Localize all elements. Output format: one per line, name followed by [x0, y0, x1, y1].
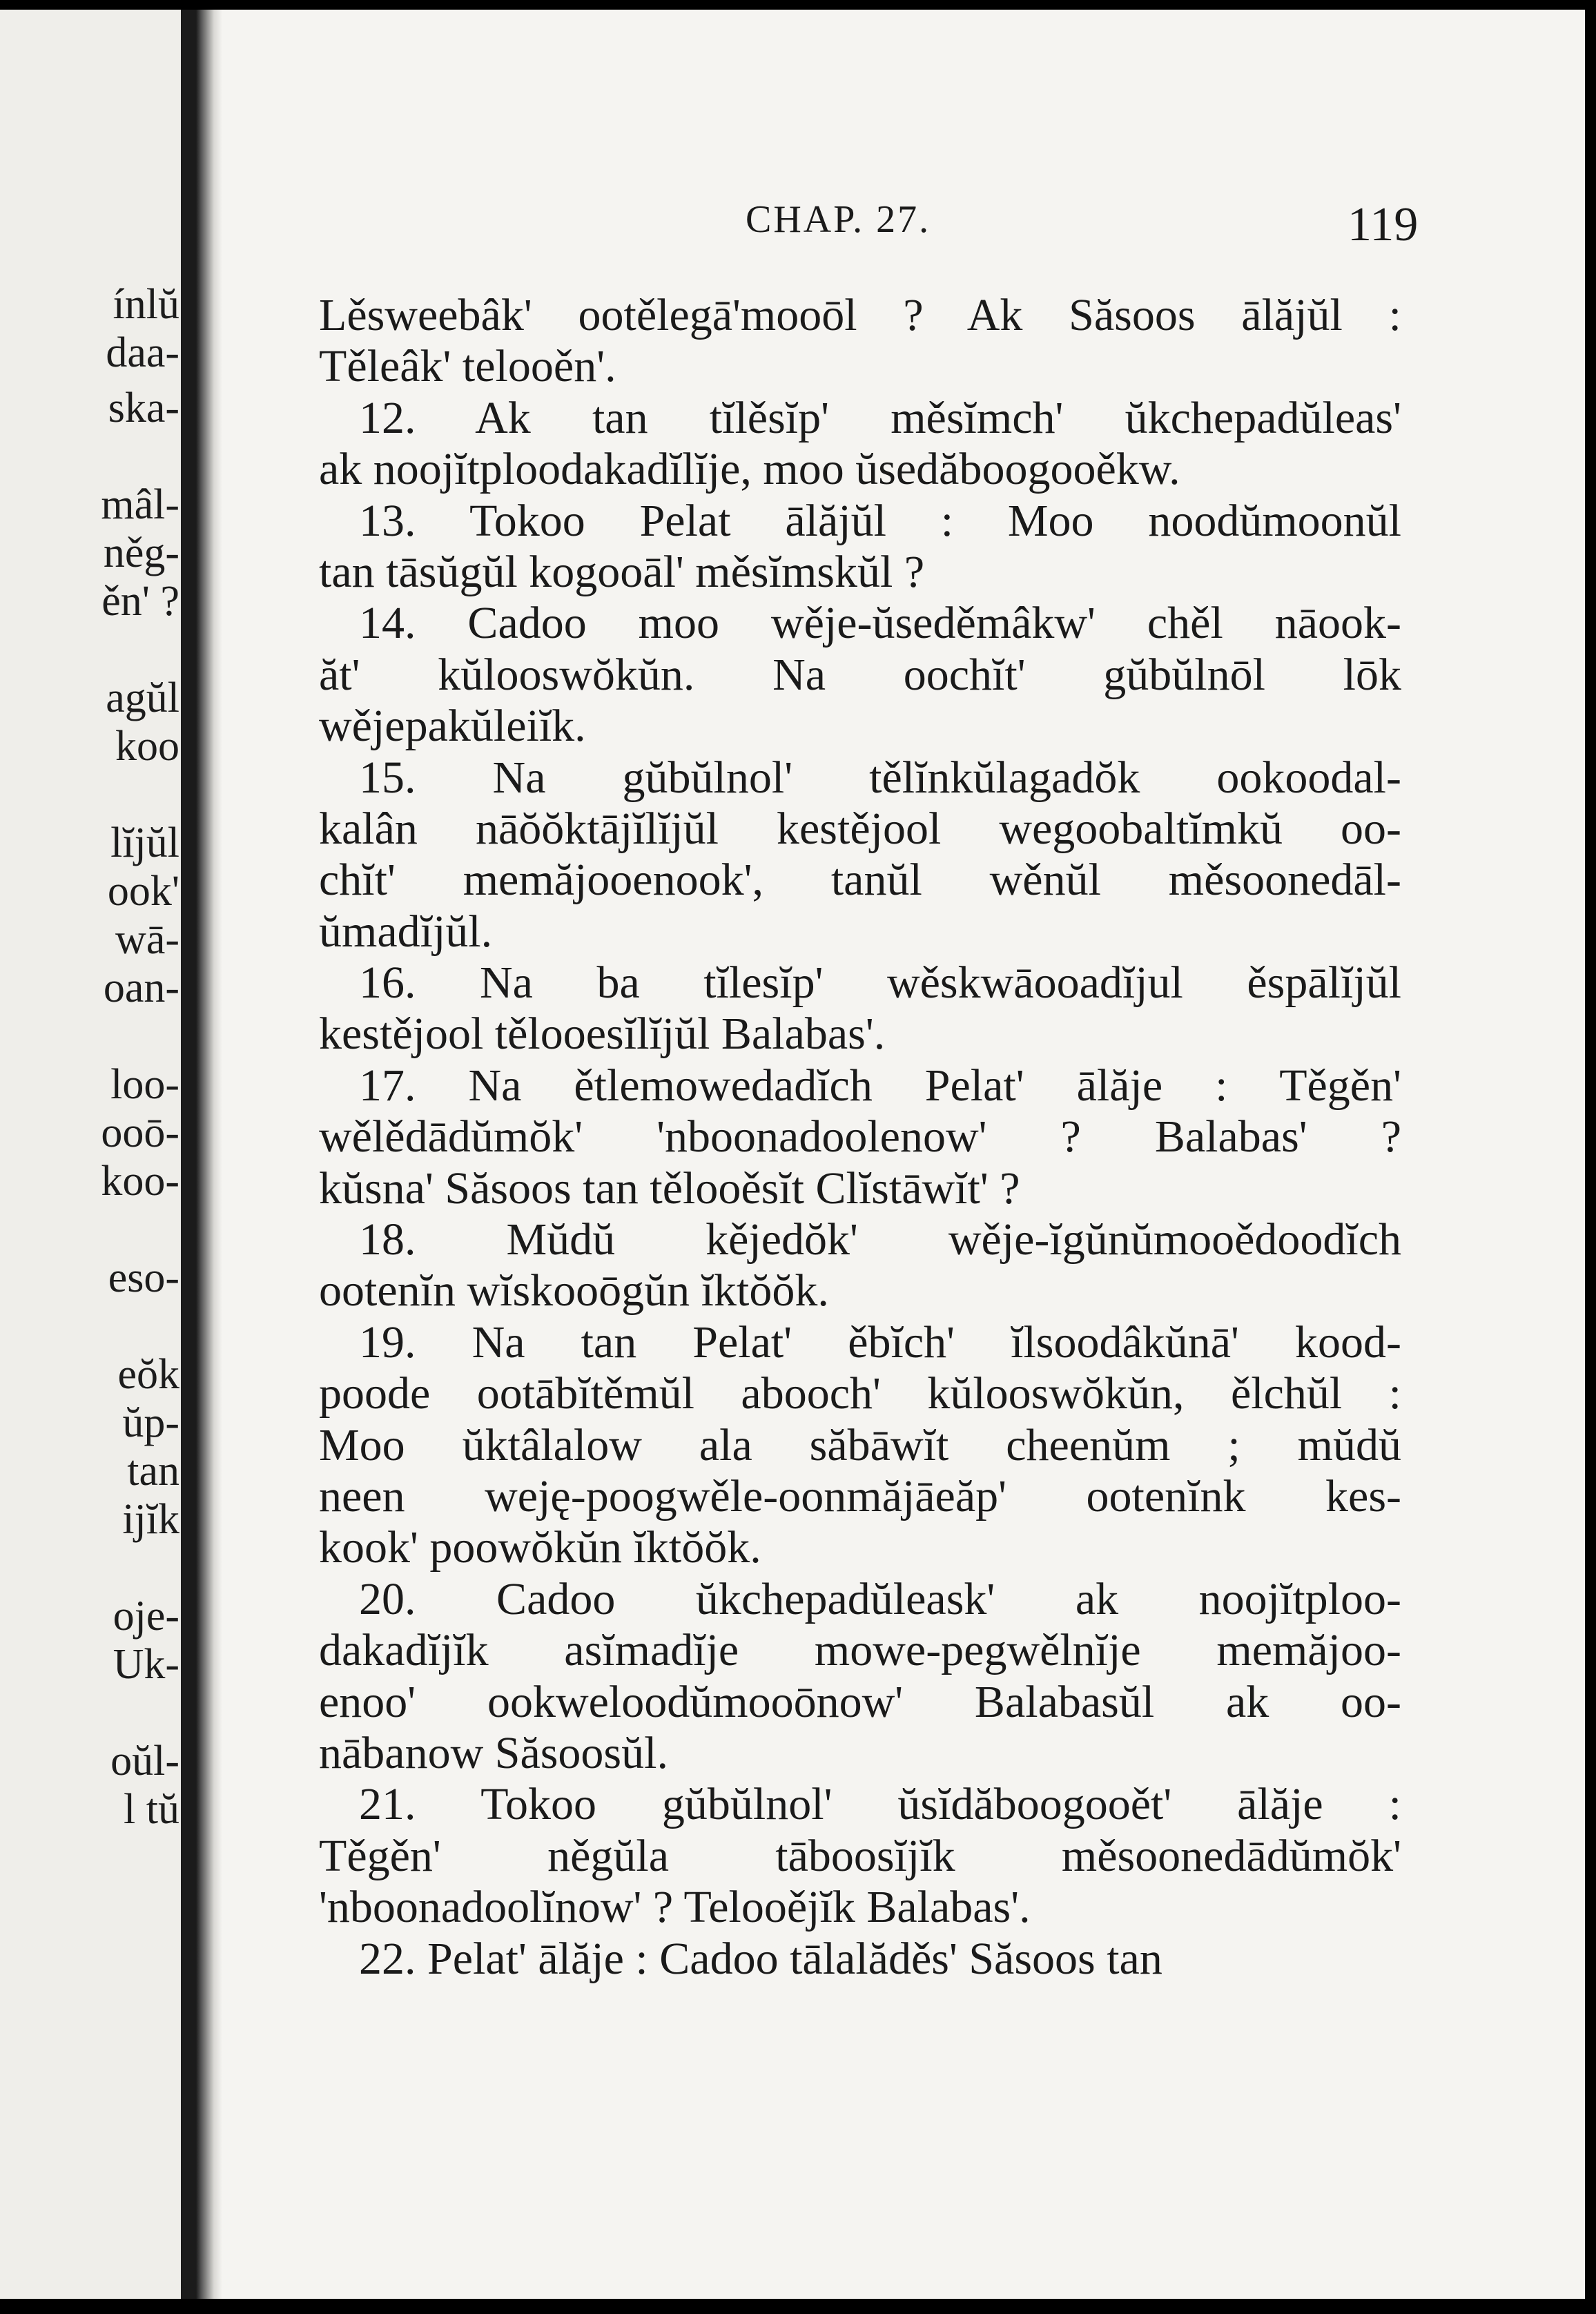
text-line: 14. Cadoo moo wěje-ŭseděmâkw' chěl nāook- [359, 598, 1401, 649]
facing-page-fragment: oan- [103, 964, 179, 1011]
facing-page-fragment: něg- [103, 529, 179, 576]
text-line: wějepakŭleiĭk. [319, 701, 586, 752]
text-line: poode ootābĭtěmŭl abooch' kŭlooswŏkŭn, ělchŭl : [319, 1368, 1401, 1419]
text-line: 22. Pelat' ālăje : Cadoo tālalăděs' Săsoos tan [359, 1933, 1162, 1984]
text-line: ootenĭn wĭskooōgŭn ĭktŏŏk. [319, 1265, 829, 1316]
facing-page-fragment: ooō- [101, 1109, 179, 1156]
facing-page-fragment: ijĭk [122, 1496, 179, 1543]
facing-page-fragment: tan [127, 1448, 179, 1495]
facing-page-fragment: agŭl [106, 674, 179, 721]
text-line: 17. Na ětlemowedadĭch Pelat' ālăje : Těgěn' [359, 1060, 1401, 1111]
text-line: chĭt' memăjooenook', tanŭl wěnŭl měsoonedāl- [319, 855, 1401, 906]
text-line: 15. Na gŭbŭlnol' tělĭnkŭlagadŏk ookoodal- [359, 752, 1401, 803]
text-line: enoo' ookweloodŭmooōnow' Balabasŭl ak oo- [319, 1676, 1401, 1727]
text-line: neen weję-poogwěle-oonmăjāeăp' ootenĭnk kes- [319, 1470, 1401, 1521]
text-line: kŭsna' Săsoos tan tělooěsĭt Clĭstāwĭt' ? [319, 1163, 1020, 1214]
facing-page-fragment: daa- [106, 329, 179, 376]
text-line: nābanow Săsoosŭl. [319, 1727, 668, 1778]
text-line: 20. Cadoo ŭkchepadŭleask' ak noojĭtploo- [359, 1573, 1401, 1624]
body-text [319, 290, 1401, 1985]
facing-page-fragment: lĭjŭl [110, 819, 179, 866]
facing-page-fragment: ěn' ? [101, 578, 179, 625]
facing-page-fragment: koo- [101, 1158, 179, 1205]
facing-page-fragment: wā- [115, 916, 179, 963]
text-line: 21. Tokoo gŭbŭlnol' ŭsĭdăboogooět' ālăje : [359, 1779, 1401, 1830]
text-line: Lěsweebâk' ootělegā'mooōl ? Ak Săsoos ālăjŭl : [319, 290, 1401, 340]
text-line: kook' poowŏkŭn ĭktŏŏk. [319, 1522, 761, 1573]
text-line: dakadĭjĭk asĭmadĭje mowe-pegwělnĭje memăjoo- [319, 1625, 1401, 1676]
text-line: kalân nāŏŏktājĭlĭjŭl kestějool wegoobaltĭmkŭ oo- [319, 803, 1401, 854]
facing-page-fragment: eŏk [117, 1351, 179, 1398]
facing-page-fragment: ook' [107, 868, 179, 915]
page-number: 119 [1347, 198, 1419, 251]
text-line: Těgěn' něgŭla tāboosĭjĭk měsoonedādŭmŏk' [319, 1830, 1401, 1881]
scan-border-right [1585, 0, 1596, 2314]
facing-page-fragment: oje- [113, 1593, 179, 1640]
text-line: Tělеâk' telooěn'. [319, 341, 616, 392]
text-line: 16. Na ba tĭlesĭp' wěskwāooadĭjul ěspālĭjŭl [359, 957, 1401, 1009]
text-line: tan tāsŭgŭl kogooāl' měsĭmskŭl ? [319, 546, 925, 597]
facing-page-fragment: ŭp- [122, 1399, 179, 1446]
text-line: Moo ŭktâlalow ala săbāwĭt cheenŭm ; mŭdŭ [319, 1419, 1401, 1470]
facing-page-fragment: Uk- [113, 1641, 179, 1688]
facing-page-fragment: eso- [108, 1254, 179, 1301]
facing-page-fragment: mâl- [101, 481, 179, 528]
text-line: 'nboonadoolĭnow' ? Telooějĭk Balabas'. [319, 1882, 1031, 1933]
scan-border-top [0, 0, 1596, 10]
facing-page-fragment: ska- [108, 385, 179, 431]
text-line: ăt' kŭlooswŏkŭn. Na oochĭt' gŭbŭlnōl lōk [319, 649, 1401, 700]
facing-page-fragment: l tŭ [124, 1786, 179, 1833]
text-line: wělědādŭmŏk' 'nboonadoolenow' ? Balabas' ? [319, 1111, 1401, 1163]
text-line: 18. Mŭdŭ kějedŏk' wěje-ĭgŭnŭmooědoodĭch [359, 1214, 1401, 1265]
text-line: ak noojĭtploodakadĭlĭje, moo ŭsedăboogooěkw. [319, 444, 1180, 495]
facing-page-edge [0, 0, 181, 2314]
facing-page-fragment: koo [115, 723, 179, 770]
text-line: 19. Na tan Pelat' ěbĭch' ĭlsoodâkŭnā' kood- [359, 1316, 1401, 1368]
scan-border-bottom [0, 2299, 1596, 2314]
book-gutter [181, 0, 222, 2314]
text-line: ŭmadĭjŭl. [319, 906, 493, 957]
text-line: 13. Tokoo Pelat ālăjŭl : Moo noodŭmoonŭl [359, 495, 1401, 546]
text-line: kestějool tělooesĭlĭjŭl Balabas'. [319, 1009, 886, 1060]
facing-page-fragment: oŭl- [110, 1738, 179, 1785]
facing-page-fragment: ínlŭ [113, 281, 179, 328]
text-line: 12. Ak tan tĭlěsĭp' měsĭmch' ŭkchepadŭleas' [359, 392, 1401, 443]
facing-page-fragment: loo- [110, 1061, 179, 1108]
running-head: CHAP. 27. [746, 198, 931, 241]
